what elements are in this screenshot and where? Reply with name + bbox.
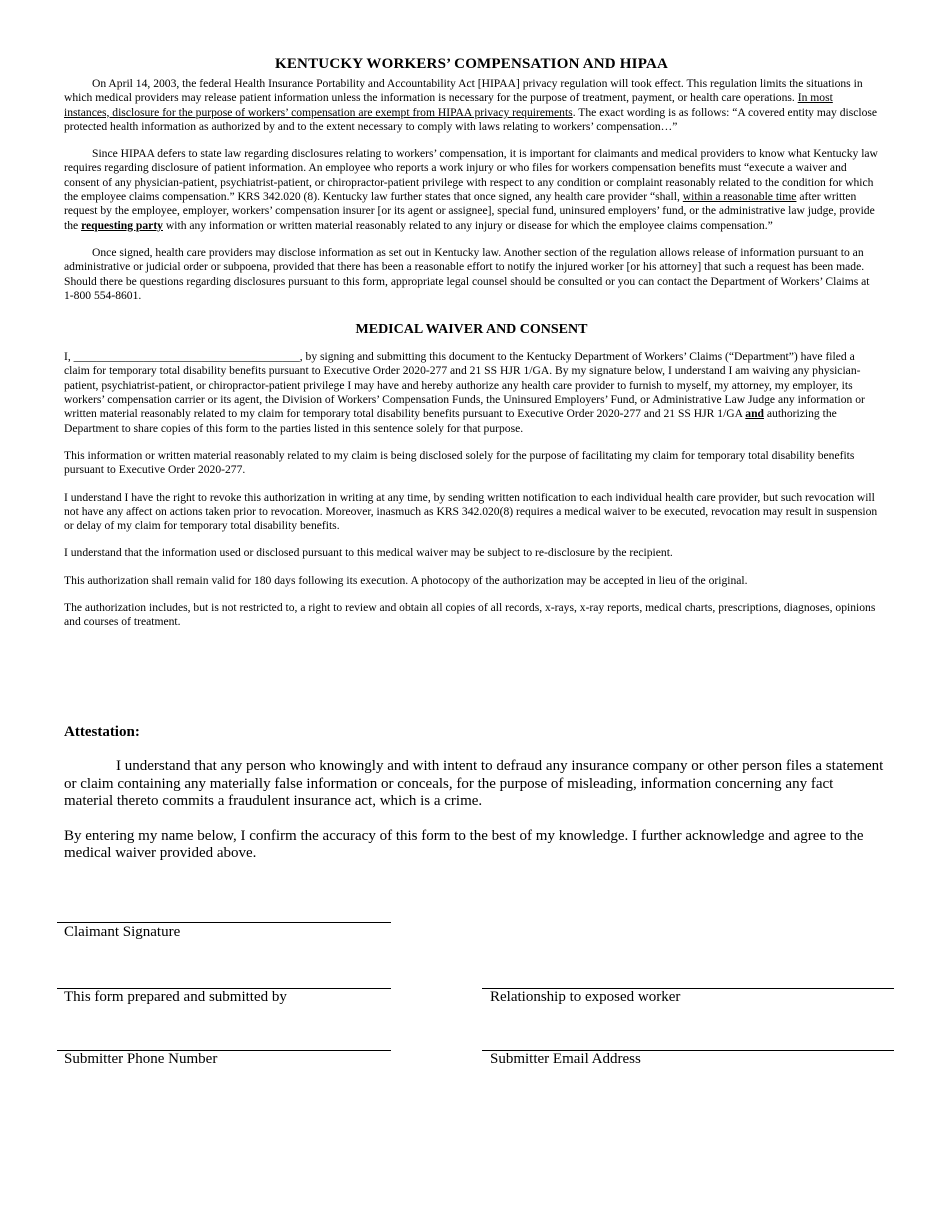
intro-paragraph-1 [64, 77, 879, 134]
waiver-p1-text-b: authorizing the Department to share copies of this form to the parties listed in this sentence solely for that purpose. [64, 407, 837, 435]
intro-p2-text-a: Since HIPAA defers to state law regarding disclosures relating to workers’ compensation, it is important for claimants and medical providers to know what Kentucky law requires regarding disclosure of patient information. An employee who reports a work injury or who files for workers compensation benefits must “execute a waiver and consent of any physician-patient, psychiatrist-patient, or chiropractor-patient privilege with respect to any condition or complaint reasonably related to the condition for which the employee claims compensation.” KRS 342.020 (8). Kentucky law further states that once signed, any health care provider “shall, [64, 147, 878, 204]
claimant-signature-line[interactable] [57, 922, 391, 923]
intro-paragraph-3: Once signed, health care providers may disclose information as set out in Kentucky law. Another section of the regulation allows release of information pursuant to an administrative or judicial order or subpoena, provided that there has been a reasonable effort to notify the injured worker [or his attorney] that such a request has been made. Should there be questions regarding disclosures pursuant to this form, appropriate legal counsel should be consulted or you can contact the Department of Workers’ Claims at 1-800 554-8601. [64, 245, 870, 302]
waiver-paragraph-1 [64, 350, 879, 436]
intro-paragraph-2 [64, 147, 879, 233]
waiver-paragraph-6: The authorization includes, but is not restricted to, a right to review and obtain all copies of all records, x-rays, x-ray reports, medical charts, prescriptions, diagnoses, opinions and courses of treatment. [64, 601, 876, 629]
intro-p2-underlined: within a reasonable time [682, 190, 797, 204]
attestation-body [64, 758, 884, 863]
waiver-p1-bold-underlined: and [745, 407, 764, 421]
intro-p1-text-b: . The exact wording is as follows: “A covered entity may disclose protected health information as authorized by and to the extent necessary to comply with laws relating to workers’ compensation…” [64, 105, 878, 133]
waiver-title: MEDICAL WAIVER AND CONSENT [355, 322, 588, 338]
document-body [64, 56, 879, 630]
waiver-paragraph-2: This information or written material reasonably related to my claim is being disclosed solely for the purpose of facilitating my claim for temporary total disability benefits pursuant to Executive Order 2020-277. [64, 448, 855, 477]
waiver-paragraph-4: I understand that the information used or disclosed pursuant to this medical waiver may be subject to re-disclosure by the recipient. [64, 546, 673, 560]
waiver-paragraph-3: I understand I have the right to revoke this authorization in writing at any time, by sending written notification to each individual health care provider, but such revocation will not have any affect on actions taken prior to revocation. Moreover, inasmuch as KRS 342.020(8) requires a medical waiver to be executed, revocation may result in suspension or delay of my claim for temporary total disability benefits. [64, 490, 878, 533]
intro-p2-bold-underlined: requesting party [81, 218, 163, 232]
intro-p1-text-a: On April 14, 2003, the federal Health Insurance Portability and Accountability Act [HIPAA] privacy regulation will took effect. This regulation limits the situations in which medical providers may release patient information unless the information is necessary for the purpose of treatment, payment, or health care operations. [64, 77, 863, 105]
intro-p2-text-c: with any information or written material reasonably related to any injury or disease for which the employee claims compensation.” [162, 218, 773, 232]
waiver-p1-text-a: I, _______________________________________, by signing and submitting this document to the Kentucky Department of Workers’ Claims (“Department”) have filed a claim for temporary total disability benefits pursuant to Executive Order 2020-277 and 21 SS HJR 1/GA. By my signature below, I understand I am waiving any physician-patient, psychiatrist-patient, or chiropractor-patient privilege I may have and hereby authorize any health care provider to furnish to myself, my attorney, my employer, its workers’ compensation carrier or its agent, the Division of Workers’ Compensation Funds, the Uninsured Employers’ Fund, or Administrative Law Judge any information or written material reasonably related to my claim for temporary total disability benefits pursuant to Executive Order 2020-277 and 21 SS HJR 1/GA [64, 350, 865, 421]
attestation-paragraph-1: I understand that any person who knowingly and with intent to defraud any insurance company or other person files a statement or claim containing any materially false information or conceals, for the purpose of misleading, information concerning any fact material thereto commits a fraudulent insurance act, which is a crime. [64, 758, 884, 809]
claimant-signature-label: Claimant Signature [64, 924, 181, 940]
waiver-paragraph-5: This authorization shall remain valid for 180 days following its execution. A photocopy of the authorization may be accepted in lieu of the original. [64, 573, 748, 587]
document-title: KENTUCKY WORKERS’ COMPENSATION AND HIPAA [274, 56, 669, 72]
intro-p2-text-b: after written request by the employee, employer, workers’ compensation insurer [or its agent or assignee], special fund, uninsured employers’ fund, or the administrative law judge, provide the [64, 190, 875, 232]
email-label: Submitter Email Address [490, 1051, 641, 1067]
attestation-title: Attestation: [64, 724, 140, 740]
attestation-paragraph-2: By entering my name below, I confirm the accuracy of this form to the best of my knowledge. I further acknowledge and agree to the medical waiver provided above. [64, 827, 864, 861]
phone-label: Submitter Phone Number [64, 1051, 218, 1067]
prepared-by-label: This form prepared and submitted by [64, 989, 287, 1005]
relationship-label: Relationship to exposed worker [490, 989, 681, 1005]
intro-p1-underlined: In most instances, disclosure for the purpose of workers’ compensation are exempt from HIPAA privacy requirements [64, 91, 833, 119]
